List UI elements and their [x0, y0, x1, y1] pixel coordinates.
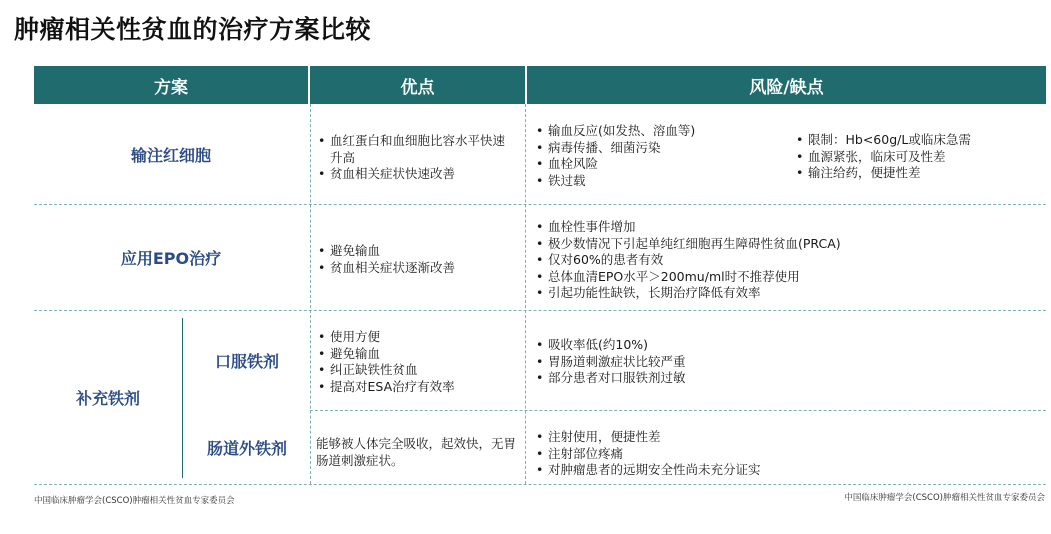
- header-scheme: 方案: [34, 66, 308, 104]
- list-item: • 引起功能性缺铁，长期治疗降低有效率: [534, 285, 1034, 302]
- epo-pros-list: [316, 243, 516, 276]
- row-divider: [34, 484, 1046, 485]
- list-item: • 贫血相关症状快速改善: [316, 166, 516, 183]
- list-item: • 对肿瘤患者的远期安全性尚未充分证实: [534, 462, 1034, 479]
- epo-cons-list: [534, 219, 1034, 302]
- list-item: • 铁过载: [534, 173, 779, 190]
- list-item: • 血栓性事件增加: [534, 219, 1034, 236]
- list-item: • 限制：Hb<60g/L或临床急需: [794, 132, 1044, 149]
- transfusion-cons-list: [534, 123, 779, 189]
- list-item: • 避免输血: [316, 243, 516, 260]
- parenteral-iron-cons-list: [534, 429, 1034, 479]
- footer-source-right: 中国临床肿瘤学会(CSCO)肿瘤相关性贫血专家委员会: [844, 493, 1045, 503]
- col-divider: [310, 104, 311, 484]
- header-pros: 优点: [310, 66, 525, 104]
- row-divider: [310, 410, 1046, 411]
- list-item: • 血栓风险: [534, 156, 779, 173]
- list-item: • 使用方便: [316, 329, 516, 346]
- list-item: • 提高对ESA治疗有效率: [316, 379, 516, 396]
- list-item: • 避免输血: [316, 346, 516, 363]
- list-item: • 输注给药，便捷性差: [794, 165, 1044, 182]
- list-item: • 极少数情况下引起单纯红细胞再生障碍性贫血(PRCA): [534, 236, 1034, 253]
- list-item: • 注射部位疼痛: [534, 446, 1034, 463]
- list-item: • 血源紧张，临床可及性差: [794, 149, 1044, 166]
- list-item: • 血红蛋白和血细胞比容水平快速升高: [316, 133, 516, 166]
- list-item: • 纠正缺铁性贫血: [316, 362, 516, 379]
- list-item: • 贫血相关症状逐渐改善: [316, 260, 516, 277]
- list-item: • 胃肠道刺激症状比较严重: [534, 354, 1034, 371]
- footer-source-left: 中国临床肿瘤学会(CSCO)肿瘤相关性贫血专家委员会: [34, 496, 235, 506]
- oral-iron-cons-list: [534, 337, 1034, 387]
- sub-label-oral-iron: 口服铁剂: [214, 351, 279, 371]
- list-item: • 部分患者对口服铁剂过敏: [534, 370, 1034, 387]
- oral-iron-pros-list: [316, 329, 516, 395]
- row-label-transfusion: 输注红细胞: [130, 145, 211, 165]
- list-item: • 注射使用，便捷性差: [534, 429, 1034, 446]
- col-divider: [525, 104, 526, 484]
- row-label-iron: 补充铁剂: [75, 388, 140, 408]
- row-label-epo: 应用EPO治疗: [120, 248, 222, 268]
- page-title: 肿瘤相关性贫血的治疗方案比较: [14, 15, 372, 44]
- parenteral-iron-pros: 能够被人体完全吸收，起效快，无胃肠道刺激症状。: [316, 436, 517, 468]
- header-cons: 风险/缺点: [527, 66, 1046, 104]
- list-item: • 仅对60%的患者有效: [534, 252, 1034, 269]
- subgroup-divider: [182, 318, 183, 478]
- list-item: • 输血反应(如发热、溶血等): [534, 123, 779, 140]
- list-item: • 吸收率低(约10%): [534, 337, 1034, 354]
- list-item: • 病毒传播、细菌污染: [534, 140, 779, 157]
- transfusion-pros-list: [316, 133, 516, 183]
- sub-label-parenteral-iron: 肠道外铁剂: [206, 438, 287, 458]
- transfusion-limits-list: [794, 132, 1044, 182]
- list-item: • 总体血清EPO水平＞200mu/ml时不推荐使用: [534, 269, 1034, 286]
